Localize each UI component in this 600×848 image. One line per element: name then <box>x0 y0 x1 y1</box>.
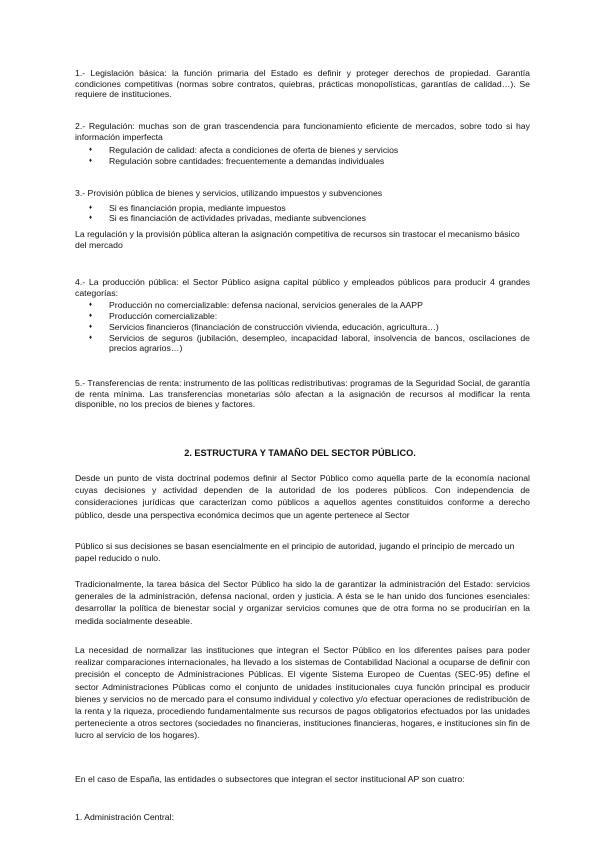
item-regulacion <box>75 121 530 167</box>
produccion-bullet-list <box>75 300 530 354</box>
paragraph-normalizar <box>75 644 530 742</box>
bullet-icon: ♦ <box>89 204 93 211</box>
item-legislacion-text: 1.- Legislación básica: la función primaria del Estado es definir y proteger derechos de propiedad. Garantía condiciones competitivas (normas sobre contratos, quiebras, prácticas monopolísticas, garantías de calidad…). Se requiere de instituciones. <box>75 68 530 100</box>
subsection-administracion-central <box>75 811 530 823</box>
list-item: ♦ Regulación sobre cantidades: frecuentemente a demandas individuales <box>89 156 385 167</box>
list-item: ♦ Producción comercializable: <box>89 311 218 322</box>
paragraph-tradicionalmente <box>75 578 530 627</box>
paragraph-doctrinal <box>75 472 530 521</box>
bullet-icon: ♦ <box>89 158 93 165</box>
paragraph-autoridad <box>75 540 530 564</box>
item-legislacion <box>75 68 530 100</box>
bullet-icon: ♦ <box>89 147 93 154</box>
subsection-administracion-central-text: 1. Administración Central: <box>75 812 174 822</box>
bullet-icon: ♦ <box>89 215 93 222</box>
bullet-icon: ♦ <box>89 313 93 320</box>
list-item: ♦ Servicios de seguros (jubilación, desempleo, incapacidad laboral, insolvencia de bancos, oscilaciones de precios agrarios…) <box>89 332 530 354</box>
item-produccion <box>75 277 530 354</box>
list-item: ♦ Regulación de calidad: afecta a condiciones de oferta de bienes y servicios <box>89 145 399 156</box>
list-item: ♦ Si es financiación propia, mediante impuestos <box>89 202 286 213</box>
paragraph-tradicionalmente-text: Tradicionalmente, la tarea básica del Sector Público ha sido la de garantizar la administración del Estado: servicios generales de la administración, defensa nacional, orden y justicia. A ésta se le han unido dos funciones esenciales: desarrollar la política de bienestar social y organizar servicios comunes que de otra forma no se producirían en la medida socialmente deseable. <box>75 579 530 626</box>
list-item: ♦ Servicios financieros (financiación de construcción vivienda, educación, agricultura…) <box>89 321 439 332</box>
item-regulacion-intro: 2.- Regulación: muchas son de gran trascendencia para funcionamiento eficiente de mercados, sobre todo si hay información imperfecta <box>75 121 530 142</box>
list-item: ♦ Producción no comercializable: defensa nacional, servicios generales de la AAPP <box>89 300 423 311</box>
item-transferencias <box>75 378 530 410</box>
paragraph-espana-text: En el caso de España, las entidades o subsectores que integran el sector institucional AP son cuatro: <box>75 774 465 784</box>
bullet-icon: ♦ <box>89 302 93 309</box>
paragraph-normalizar-text: La necesidad de normalizar las instituciones que integran el Sector Público en los diferentes países para poder realizar comparaciones internacionales, ha llevado a los sistemas de Contabilidad Nacional a ocuparse de definir con precisión el concepto de Administraciones Públicas. El vigente Sistema Europeo de Cuentas (SEC-95) define el sector Administraciones Públicas como el conjunto de unidades institucionales cuya función principal es producir bienes y servicios no de mercado para el consumo individual y colectivo y/o efectuar operaciones de redistribución de la renta y la riqueza, procediendo fundamentalmente sus recursos de pagos obligatorios efectuados por las unidades perteneciente a otros sectores (sociedades no financieras, instituciones financieras, hogares, e instituciones sin fin de lucro al servicio de los hogares). <box>75 645 530 741</box>
item-produccion-intro: 4.- La producción pública: el Sector Público asigna capital público y empleados públicos para producir 4 grandes categorías: <box>75 277 530 298</box>
paragraph-doctrinal-text: Desde un punto de vista doctrinal podemos definir al Sector Público como aquella parte de la economía nacional cuyas decisiones y actividad dependen de la autoridad de los poderes públicos. Con independencia de consideraciones jurídicas que caracterizan como públicos a aquellos agentes constituidos conforme a derecho público, desde una perspectiva económica decimos que un agente pertenece al Sector <box>75 473 530 520</box>
bullet-icon: ♦ <box>89 323 93 330</box>
provision-bullet-list <box>75 203 530 224</box>
provision-note: La regulación y la provisión pública alteran la asignación competitiva de recursos sin trastocar el mecanismo básico del mercado <box>75 229 520 250</box>
bullet-icon: ♦ <box>89 334 93 341</box>
regulacion-bullet-list <box>75 145 530 166</box>
item-provision-intro: 3.- Provisión pública de bienes y servicios, utilizando impuestos y subvenciones <box>75 188 383 198</box>
item-provision <box>75 188 530 251</box>
item-transferencias-text: 5.- Transferencias de renta: instrumento de las políticas redistributivas: programas de la Seguridad Social, de garantía de renta mínima. Las transferencias monetarias sólo afectan a la asignación de recursos al modificar la renta disponible, no los precios de bienes y factores. <box>75 378 530 410</box>
section-heading: 2. ESTRUCTURA Y TAMAÑO DEL SECTOR PÚBLICO. <box>184 448 416 458</box>
paragraph-autoridad-text: Público si sus decisiones se basan esencialmente en el principio de autoridad, jugando el principio de mercado un papel reducido o nulo. <box>75 541 515 564</box>
list-item: ♦ Si es financiación de actividades privadas, mediante subvenciones <box>89 213 366 224</box>
paragraph-espana <box>75 773 530 785</box>
